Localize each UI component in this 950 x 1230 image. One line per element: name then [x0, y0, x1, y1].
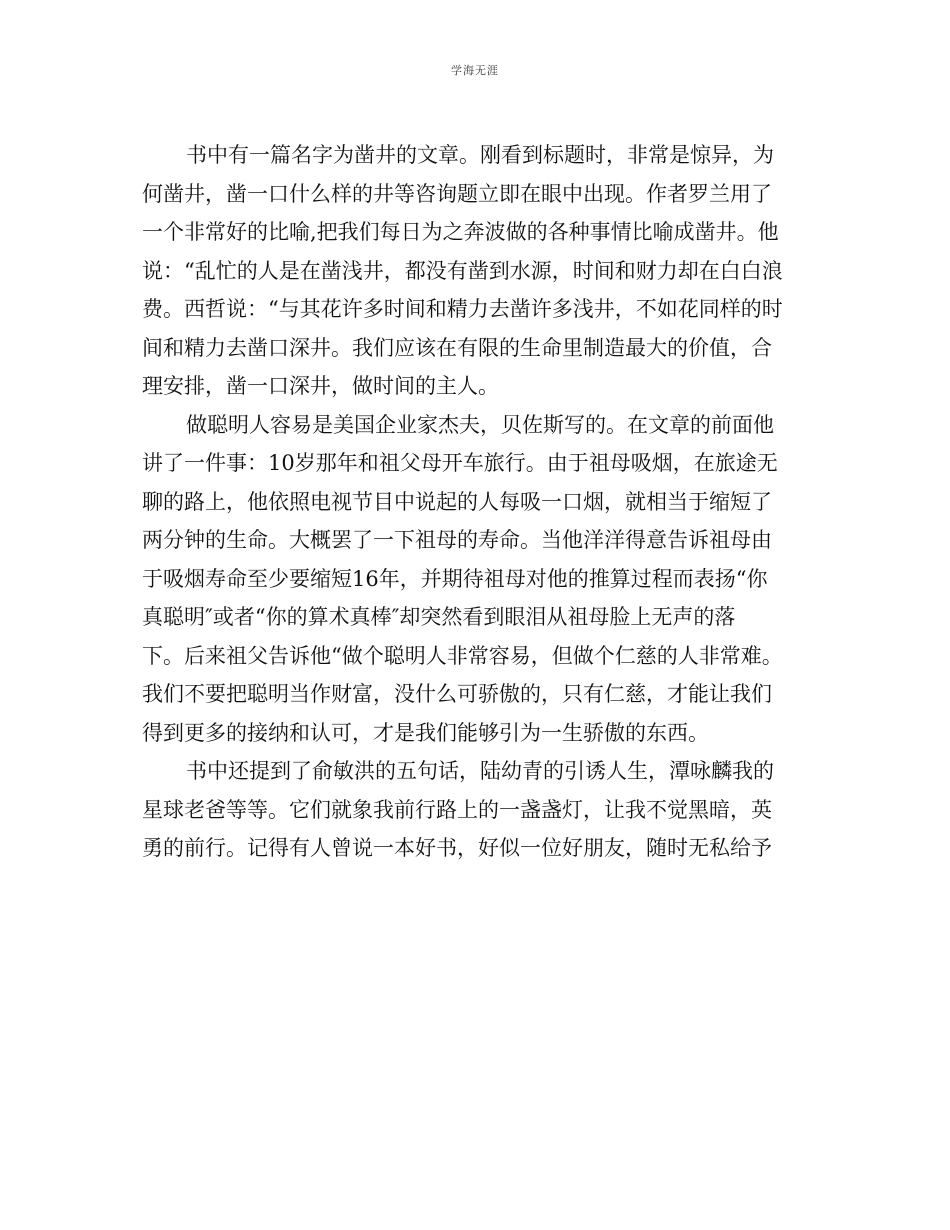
text-line: 我们不要把聪明当作财富，没什么可骄傲的，只有仁慈，才能让我们	[142, 682, 772, 706]
text-line: 下。后来祖父告诉他“做个聪明人非常容易，但做个仁慈的人非常难。	[142, 643, 783, 668]
text-line: 两分钟的生命。大概罢了一下祖母的寿命。当他洋洋得意告诉祖母由	[142, 528, 772, 552]
text-line: 星球老爸等等。它们就象我前行路上的一盏盏灯，让我不觉黑暗，英	[142, 797, 772, 822]
paragraph	[142, 136, 806, 406]
text-line: 真聪明″或者“你的算术真棒″却突然看到眼泪从祖母脸上无声的落	[142, 605, 736, 629]
body-text	[142, 136, 806, 868]
text-line: 理安排，凿一口深井，做时间的主人。	[142, 374, 499, 398]
text-line: 何凿井，凿一口什么样的井等咨询题立即在眼中出现。作者罗兰用了	[142, 181, 772, 206]
text-line: 做聪明人容易是美国企业家杰夫，贝佐斯写的。在文章的前面他	[186, 412, 774, 437]
text-line: 间和精力去凿口深井。我们应该在有限的生命里制造最大的价值，合	[142, 335, 772, 360]
text-line: 费。西哲说：“与其花许多时间和精力去凿许多浅井，不如花同样的时	[142, 297, 783, 321]
text-line: 勇的前行。记得有人曾说一本好书，好似一位好朋友，随时无私给予	[142, 836, 772, 860]
text-line: 书中还提到了俞敏洪的五句话，陆幼青的引诱人生，潭咏麟我的	[186, 759, 774, 783]
text-line: 得到更多的接纳和认可，才是我们能够引为一生骄傲的东西。	[142, 720, 709, 745]
text-line: 一个非常好的比喻,把我们每日为之奔波做的各种事情比喻成凿井。他	[142, 220, 779, 244]
paragraph	[142, 406, 806, 753]
text-line: 聊的路上，他依照电视节目中说起的人每吸一口烟，就相当于缩短了	[142, 489, 772, 514]
text-line: 于吸烟寿命至少要缩短16年，并期待祖母对他的推算过程而表扬“你	[142, 566, 768, 591]
text-line: 说：“乱忙的人是在凿浅井，都没有凿到水源，时间和财力却在白白浪	[142, 258, 783, 283]
text-line: 讲了一件事：10岁那年和祖父母开车旅行。由于祖母吸烟，在旅途无	[142, 451, 778, 475]
text-line: 书中有一篇名字为凿井的文章。刚看到标题时，非常是惊异，为	[186, 143, 774, 167]
page-header: 学海无涯	[451, 64, 499, 77]
paragraph	[142, 752, 806, 868]
